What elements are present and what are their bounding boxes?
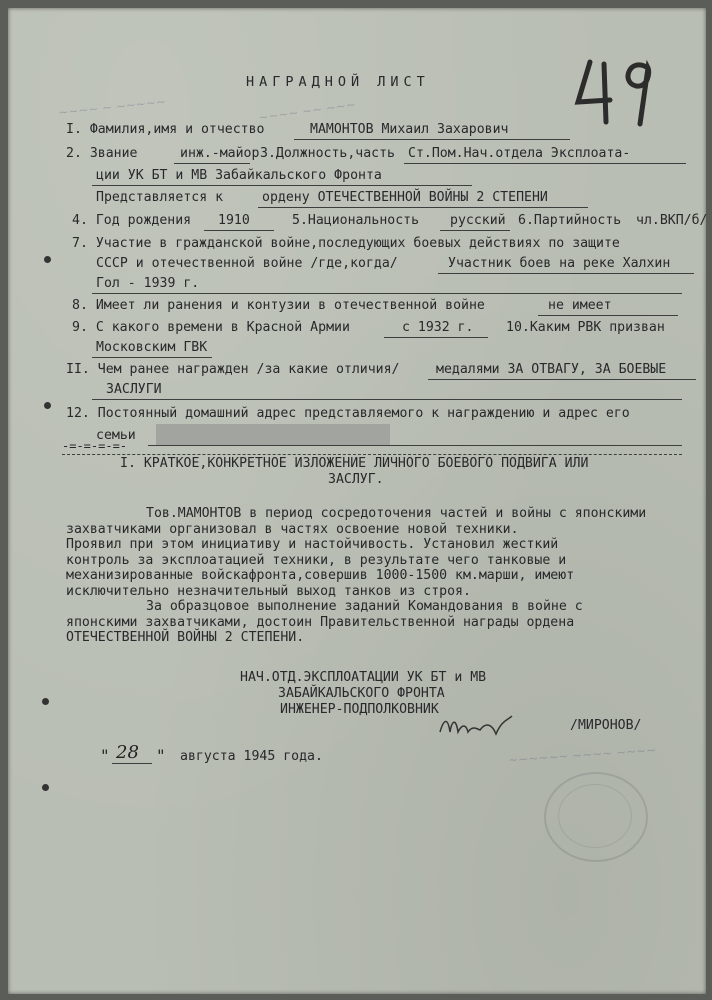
handwritten-number [570, 52, 660, 132]
binder-hole [44, 256, 51, 263]
narrative-line: контроль за эксплоатацией техники, в результате чего танковые и [66, 552, 567, 568]
date-rest: августа 1945 года. [180, 749, 323, 764]
section-heading: I. КРАТКОЕ,КОНКРЕТНОЕ ИЗЛОЖЕНИЕ ЛИЧНОГО БОЕВОГО ПОДВИГА ИЛИ [120, 456, 589, 471]
redacted-address [156, 424, 390, 446]
date-open-quote: " [100, 746, 110, 765]
item-11-value-cont: ЗАСЛУГИ [106, 382, 162, 397]
item-7-label: 7. Участие в гражданской войне,последующих боевых действиях по защите [72, 236, 620, 251]
item-3-value: Ст.Пом.Нач.отдела Эксплоата- [408, 146, 631, 161]
handwritten-signature [436, 712, 516, 742]
date-day: 28 [116, 742, 139, 763]
signatory-name: /МИРОНОВ/ [570, 718, 642, 733]
item-6-label: 6.Партийность [518, 213, 622, 228]
item-11-value: медалями ЗА ОТВАГУ, ЗА БОЕВЫЕ [436, 362, 667, 377]
document-title: НАГРАДНОЙ ЛИСТ [246, 74, 430, 90]
narrative-line: японскими захватчиками, достоин Правительственной награды ордена [66, 614, 575, 630]
item-8-value: не имеет [548, 298, 612, 313]
item-3-label: 3.Должность,часть [260, 146, 395, 161]
narrative-line: За образцовое выполнение заданий Командования в войне с [146, 599, 583, 614]
item-6-value: чл.ВКП/б/ [636, 213, 708, 228]
signatory-position: НАЧ.ОТД.ЭКСПЛОАТАЦИИ УК БТ и МВ [240, 670, 487, 685]
narrative-line: ОТЕЧЕСТВЕННОЙ ВОЙНЫ 2 СТЕПЕНИ. [66, 630, 305, 645]
narrative [66, 506, 696, 646]
narrative-line: захватчиками организовал в частях освоение новой техники. [66, 521, 519, 537]
dash-separator: -=-=-=-=- [62, 439, 128, 453]
item-7-value: Участник боев на реке Халхин [448, 256, 671, 271]
binder-hole [42, 698, 49, 705]
item-2-label: 2. Звание [66, 146, 138, 161]
binder-hole [42, 784, 49, 791]
item-11-label: II. Чем ранее награжден /за какие отличия/ [66, 362, 400, 377]
faint-handwriting: ~~~~ ~~ ~~~ [257, 97, 357, 125]
presented-value: ордену ОТЕЧЕСТВЕННОЙ ВОЙНЫ 2 СТЕПЕНИ [262, 190, 548, 205]
signatory-front: ЗАБАЙКАЛЬСКОГО ФРОНТА [278, 686, 445, 701]
item-7-label-cont: СССР и отечественной войне /где,когда/ [96, 256, 398, 271]
presented-label: Представляется к [96, 190, 224, 205]
item-4-value: 1910 [218, 213, 250, 228]
item-7-value-cont: Гол - 1939 г. [96, 276, 200, 291]
faint-handwriting: ~~~~ ~ ~~~~~ [57, 94, 167, 120]
item-4-label: 4. Год рождения [72, 213, 192, 228]
section-heading-cont: ЗАСЛУГ. [328, 472, 384, 487]
item-12-label: 12. Постоянный домашний адрес представляемого к награждению и адрес его [66, 406, 630, 421]
date-close-quote: " [156, 746, 166, 765]
narrative-line: Тов.МАМОНТОВ в период сосредоточения частей и войны с японскими [146, 506, 647, 521]
item-10-label: 10.Каким РВК призван [506, 320, 665, 335]
item-5-label: 5.Национальность [292, 213, 420, 228]
narrative-line: Проявил при этом инициативу и настойчивость. Установил жесткий [66, 537, 559, 552]
item-10-value: Московским ГВК [96, 340, 208, 355]
award-sheet [8, 8, 706, 994]
item-2-value: инж.-майор [180, 146, 260, 161]
item-9-label: 9. С какого времени в Красной Армии [72, 320, 350, 335]
item-12-label-cont: семьи [96, 428, 136, 443]
narrative-line: механизированные войскафронта,совершив 1000-1500 км.марши, имеют [66, 568, 575, 583]
stamp-impression-inner [558, 784, 632, 848]
faint-handwriting: ~~~~~~ ~~~~ ~~~~ [507, 742, 657, 768]
item-9-value: с 1932 г. [402, 320, 474, 335]
item-1-label: I. Фамилия,имя и отчество [66, 122, 265, 137]
signatory-rank: ИНЖЕНЕР-ПОДПОЛКОВНИК [280, 702, 439, 717]
narrative-line: исключительно незначительный выход танков из строя. [66, 583, 471, 599]
item-3-value-cont: ции УК БТ и МВ Забайкальского Фронта [96, 168, 382, 183]
item-8-label: 8. Имеет ли ранения и контузии в отечественной войне [72, 298, 485, 313]
item-1-value: МАМОНТОВ Михаил Захарович [310, 122, 509, 137]
binder-hole [44, 402, 51, 409]
item-5-value: русский [450, 213, 506, 228]
